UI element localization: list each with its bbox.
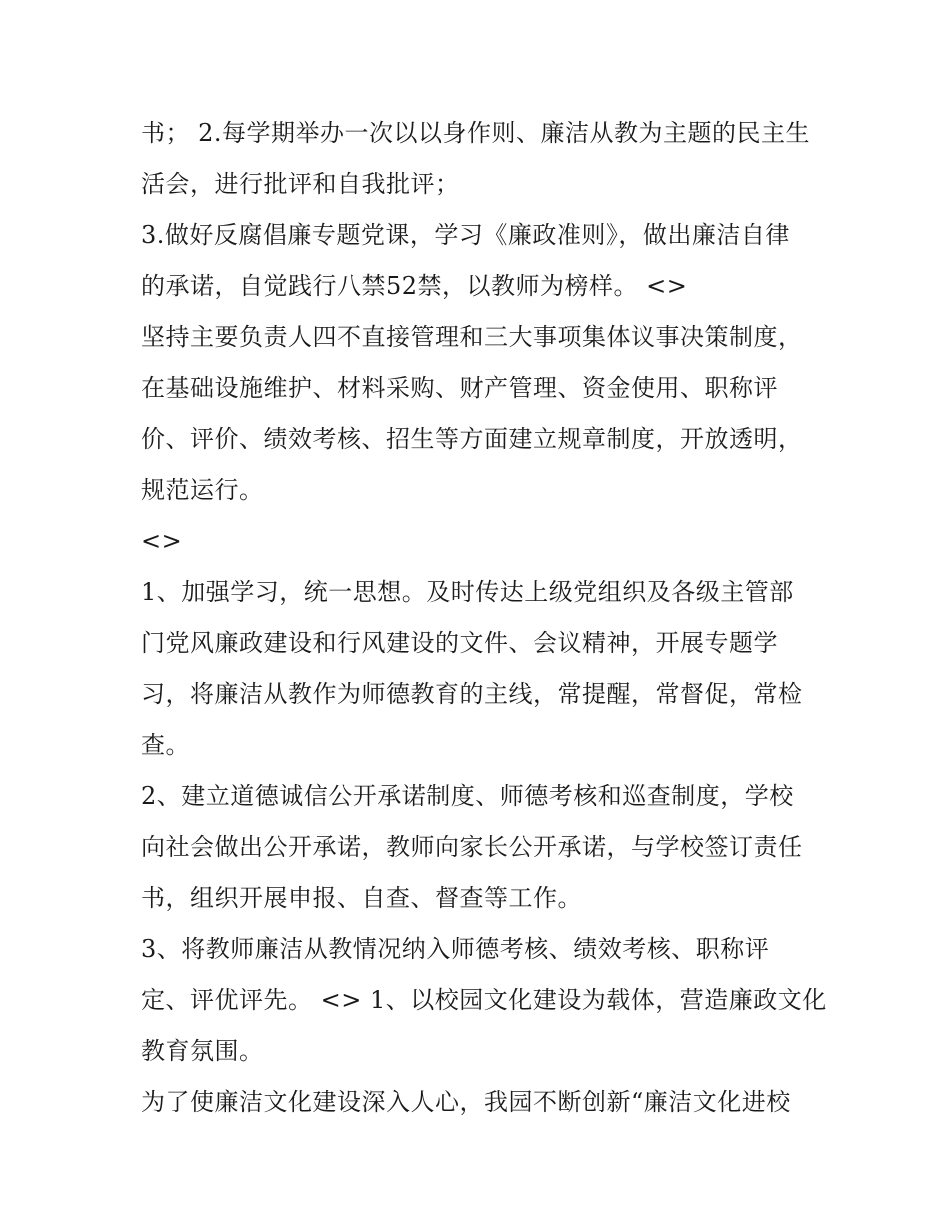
text-line: 教育氛围。	[141, 1037, 264, 1065]
text-line: 2、建立道德诚信公开承诺制度、师德考核和巡查制度，学校	[141, 782, 794, 810]
text-line: 为了使廉洁文化建设深入人心，我园不断创新“廉洁文化进校	[141, 1088, 791, 1116]
text-line: 向社会做出公开承诺，教师向家长公开承诺，与学校签订责任	[141, 833, 803, 861]
text-line: 规范运行。	[141, 476, 264, 504]
text-line: 1、加强学习，统一思想。及时传达上级党组织及各级主管部	[141, 578, 794, 606]
text-line: 3.做好反腐倡廉专题党课，学习《廉政准则》，做出廉洁自律	[141, 221, 790, 249]
text-line: <>	[141, 527, 183, 555]
text-line: 的承诺，自觉践行八禁52禁，以教师为榜样。 <>	[141, 272, 688, 300]
text-line: 查。	[141, 731, 190, 759]
text-line: 坚持主要负责人四不直接管理和三大事项集体议事决策制度，	[141, 323, 803, 351]
text-line: 价、评价、绩效考核、招生等方面建立规章制度，开放透明，	[141, 425, 803, 453]
body-text	[141, 108, 827, 1128]
text-line: 门党风廉政建设和行风建设的文件、会议精神，开展专题学	[141, 629, 778, 657]
text-line: 书，组织开展申报、自查、督查等工作。	[141, 884, 582, 912]
text-line: 习，将廉洁从教作为师德教育的主线，常提醒，常督促，常检	[141, 680, 803, 708]
text-line: 活会，进行批评和自我批评；	[141, 170, 460, 198]
text-line: 书； 2.每学期举办一次以以身作则、廉洁从教为主题的民主生	[141, 119, 811, 147]
text-line: 在基础设施维护、材料采购、财产管理、资金使用、职称评	[141, 374, 778, 402]
text-line: 定、评优评先。 <> 1、以校园文化建设为载体，营造廉政文化	[141, 986, 827, 1014]
text-line: 3、将教师廉洁从教情况纳入师德考核、绩效考核、职称评	[141, 935, 770, 963]
